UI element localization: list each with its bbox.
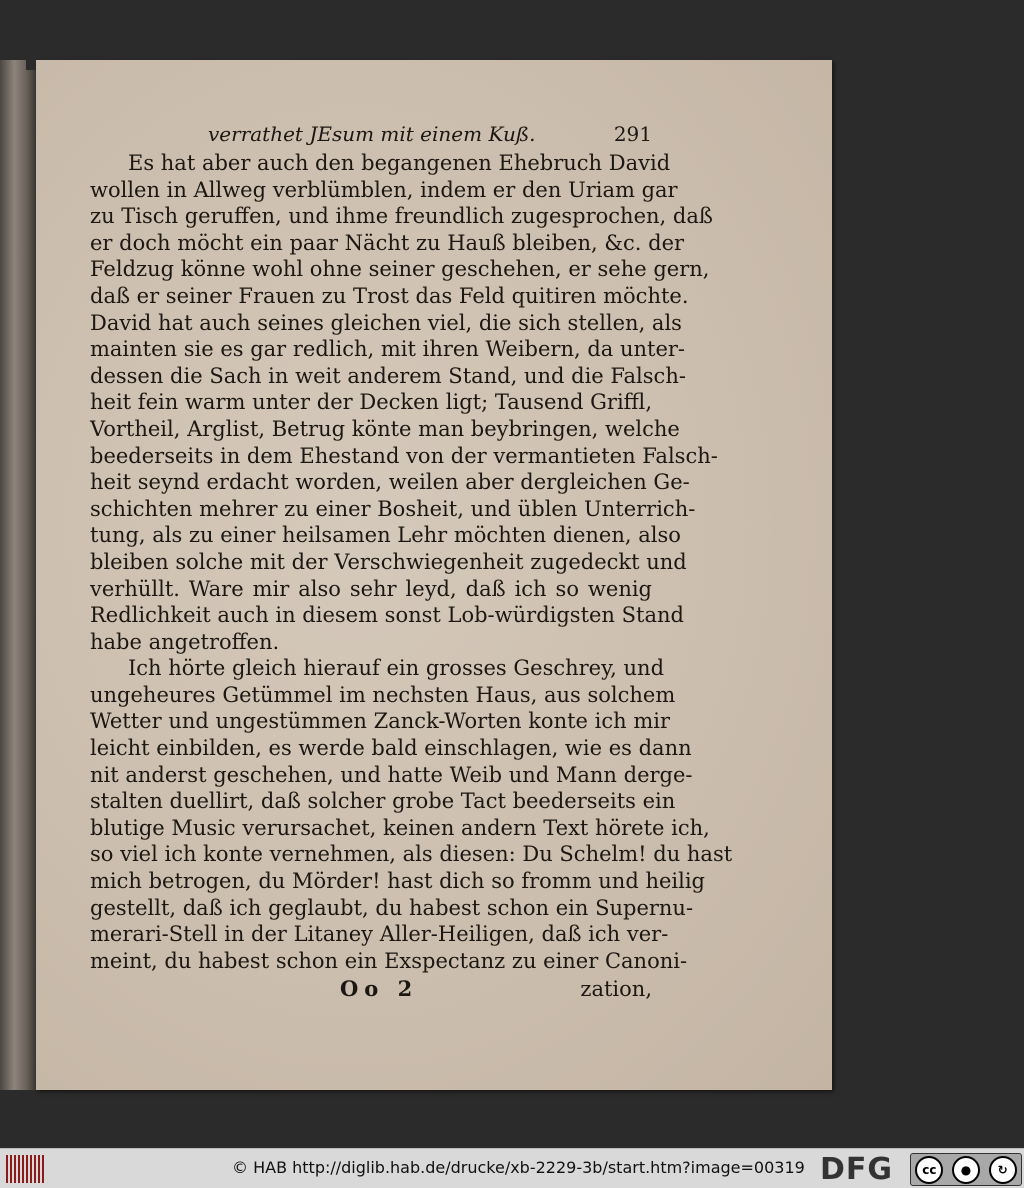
signature-mark: Oo 2 xyxy=(340,976,419,1002)
previous-page-edge xyxy=(0,60,26,1090)
text-line: er doch möcht ein paar Nächt zu Hauß bleiben, &c. der xyxy=(90,230,685,255)
text-line: schichten mehrer zu einer Bosheit, und üblen Unterrich- xyxy=(90,496,696,521)
running-head-title: verrathet JEsum mit einem Kuß. xyxy=(208,122,536,146)
text-line: gestellt, daß ich geglaubt, du habest schon ein Supernu- xyxy=(90,895,694,920)
text-line: bleiben solche mit der Verschwiegenheit zugedeckt und xyxy=(90,549,687,574)
text-line: merari-Stell in der Litaney Aller-Heiligen, daß ich ver- xyxy=(90,922,669,947)
cc-license-icon[interactable] xyxy=(910,1153,1022,1186)
page-number: 291 xyxy=(613,122,652,146)
text-line: so viel ich konte vernehmen, als diesen: Du Schelm! du hast xyxy=(90,842,733,867)
page-content xyxy=(90,122,733,1002)
dfg-logo: DFG xyxy=(820,1152,894,1187)
text-line: zu Tisch geruffen, und ihme freundlich zugesprochen, daß xyxy=(90,204,713,229)
viewer-footer-bar xyxy=(0,1148,1024,1188)
sa-share-icon: ↻ xyxy=(989,1156,1017,1184)
text-line: mainten sie es gar redlich, mit ihren Weibern, da unter- xyxy=(90,337,686,362)
text-line: heit seynd erdacht worden, weilen aber dergleichen Ge- xyxy=(90,470,690,495)
text-line: habe angetroffen. xyxy=(90,629,280,654)
text-line: Feldzug könne wohl ohne seiner geschehen, er sehe gern, xyxy=(90,257,710,282)
text-line: ungeheures Getümmel im nechsten Haus, aus solchem xyxy=(90,682,676,707)
text-line: Wetter und ungestümmen Zanck-Worten konte ich mir xyxy=(90,709,670,734)
running-head xyxy=(90,122,652,146)
text-line: blutige Music verursachet, keinen andern Text hörete ich, xyxy=(90,815,710,840)
text-line: Vortheil, Arglist, Betrug könte man beybringen, welche xyxy=(90,416,680,441)
text-line: tung, als zu einer heilsamen Lehr möchten dienen, also xyxy=(90,523,681,548)
text-line: verhüllt. Ware mir also sehr leyd, daß ich so wenig xyxy=(90,576,652,601)
text-line: leicht einbilden, es werde bald einschlagen, wie es dann xyxy=(90,736,692,761)
text-line: stalten duellirt, daß solcher grobe Tact beederseits ein xyxy=(90,789,676,814)
text-line: dessen die Sach in weit anderem Stand, und die Falsch- xyxy=(90,363,686,388)
page-footer xyxy=(90,976,652,1001)
book-page xyxy=(36,60,832,1090)
text-line: Redlichkeit auch in diesem sonst Lob-würdigsten Stand xyxy=(90,603,684,628)
body-text xyxy=(90,150,733,974)
by-person-icon: ● xyxy=(952,1156,980,1184)
text-line: Es hat aber auch den begangenen Ehebruch David xyxy=(128,151,671,175)
text-line: David hat auch seines gleichen viel, die sich stellen, als xyxy=(90,310,682,335)
text-line: mich betrogen, du Mörder! hast dich so fromm und heilig xyxy=(90,869,705,894)
binding-gutter xyxy=(26,70,36,1090)
text-line: wollen in Allweg verblümblen, indem er den Uriam gar xyxy=(90,177,678,202)
text-line: Ich hörte gleich hierauf ein grosses Geschrey, und xyxy=(128,656,665,681)
text-line: meint, du habest schon ein Exspectanz zu einer Canoni- xyxy=(90,948,688,973)
text-line: beederseits in dem Ehestand von der vermantieten Falsch- xyxy=(90,443,718,468)
text-line: heit fein warm unter der Decken ligt; Tausend Griffl, xyxy=(90,390,652,415)
barcode-icon xyxy=(6,1155,46,1183)
catchword: zation, xyxy=(580,977,652,1002)
cc-circle-icon: cc xyxy=(915,1156,943,1184)
text-line: daß er seiner Frauen zu Trost das Feld quitiren möchte. xyxy=(90,283,689,308)
copyright-link[interactable]: © HAB http://diglib.hab.de/drucke/xb-2229-3b/start.htm?image=00319 xyxy=(232,1158,805,1177)
text-line: nit anderst geschehen, und hatte Weib und Mann derge- xyxy=(90,762,693,787)
